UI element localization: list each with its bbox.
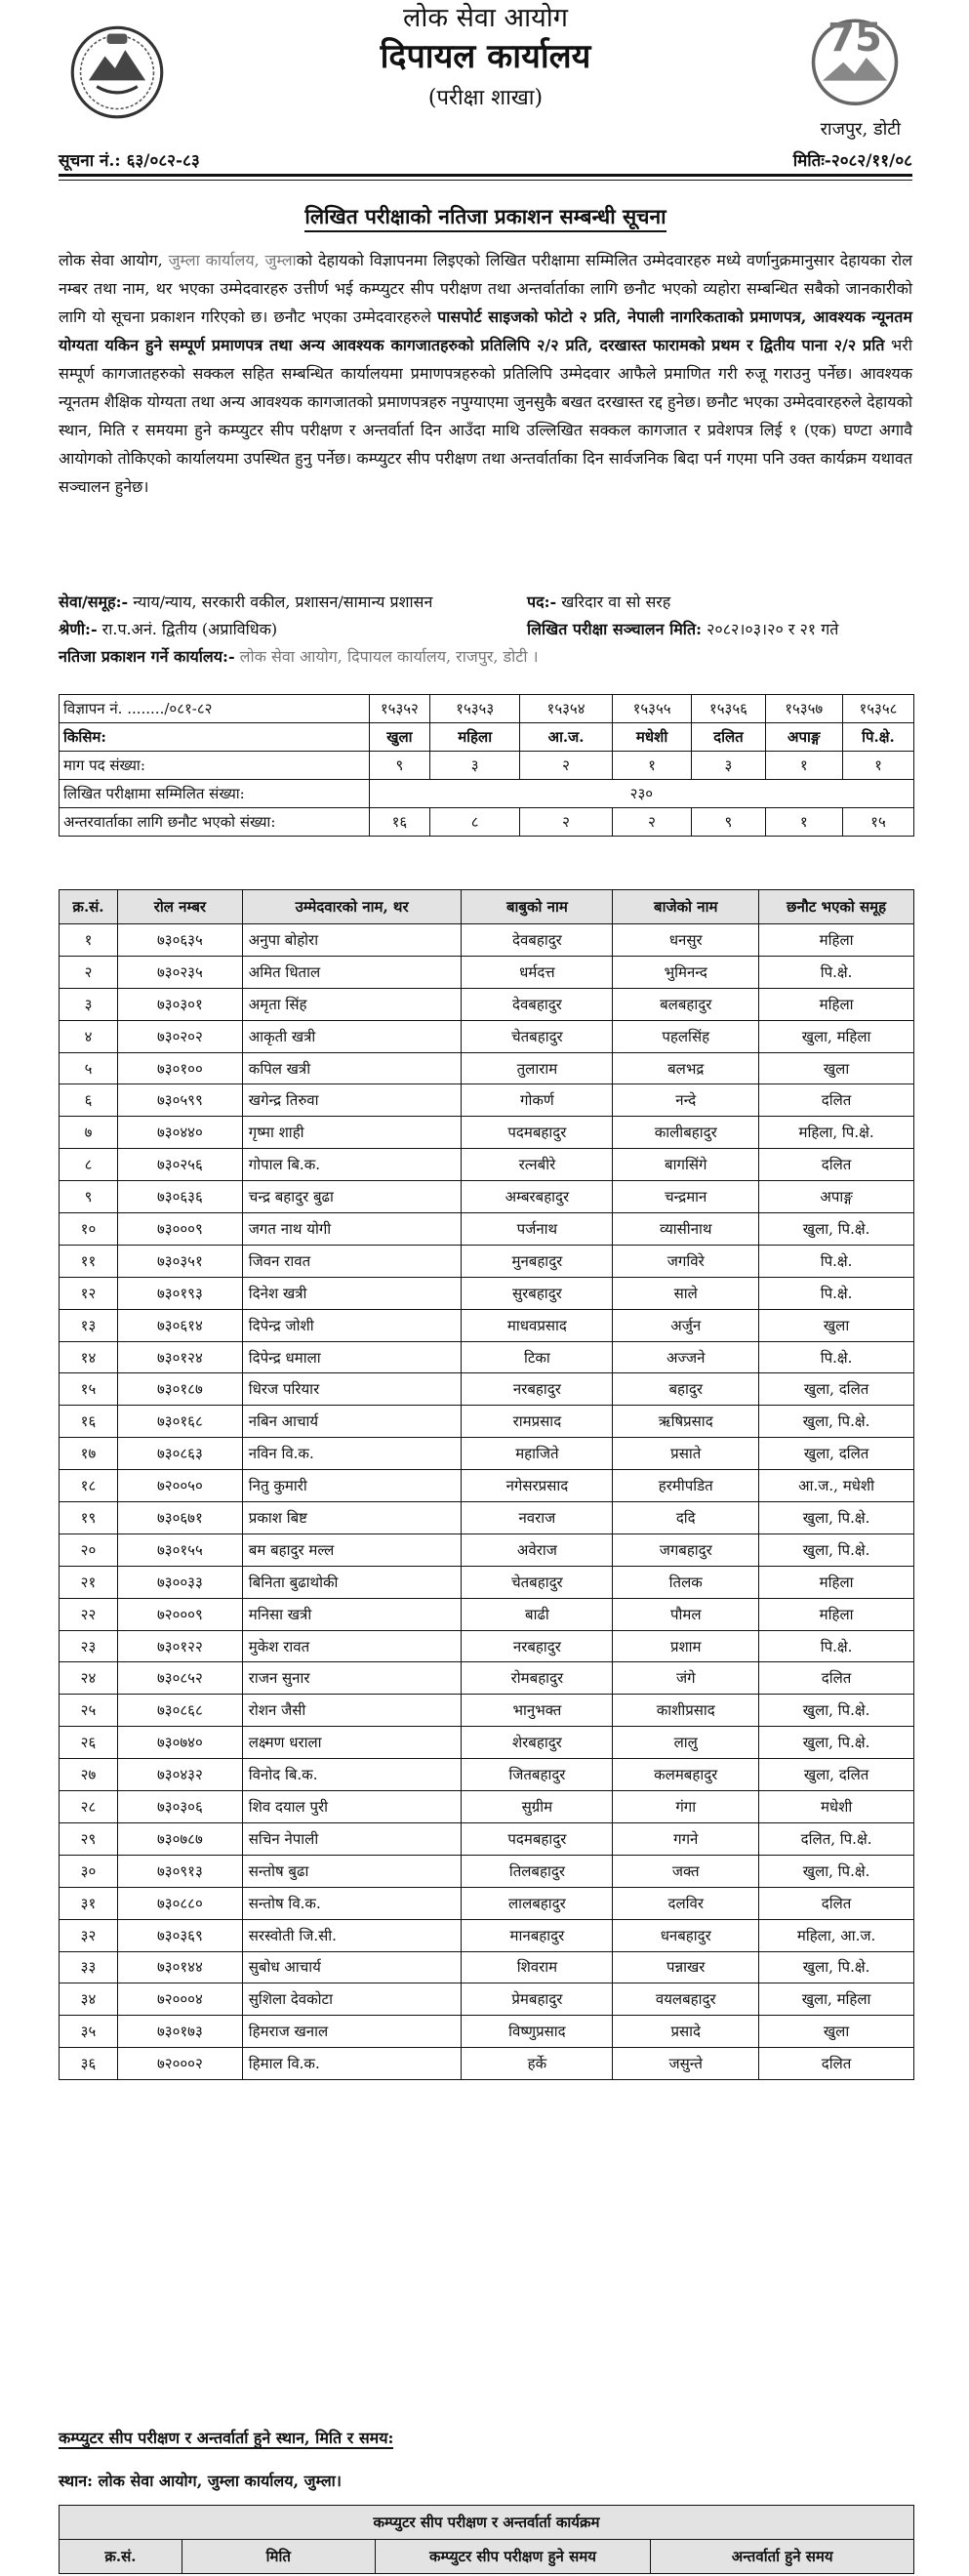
table-cell: १४ (60, 1341, 118, 1373)
table-cell: दिपेन्द्र जोशी (242, 1309, 462, 1341)
table-cell: राजन सुनार (242, 1662, 462, 1695)
table-cell: प्रशाम (613, 1630, 759, 1662)
table-cell: ७३०१०० (117, 1052, 242, 1084)
schedule-table (59, 2505, 914, 2574)
table-row (60, 1245, 914, 1277)
table-cell: ३४ (60, 1983, 118, 2016)
table-cell: खुला (759, 1052, 914, 1084)
table-cell: ८ (60, 1149, 118, 1181)
table-cell: खुला, महिला (759, 1020, 914, 1052)
table-cell: अमित धिताल (242, 956, 462, 988)
table-cell: ७३०८५२ (117, 1662, 242, 1695)
table-cell: महिला (759, 988, 914, 1020)
table-cell: चेतबहादुर (462, 1566, 613, 1598)
table-cell: पौमल (613, 1598, 759, 1630)
table-cell: खुला, पि.क्षे. (759, 1695, 914, 1727)
table-cell: १७ (60, 1438, 118, 1470)
table-cell: हिमाल वि.क. (242, 2048, 462, 2080)
table-cell: नरबहादुर (462, 1630, 613, 1662)
table-cell: ४ (60, 1020, 118, 1052)
table-cell: १५ (60, 1373, 118, 1406)
table-row (60, 988, 914, 1020)
table-cell: १८ (60, 1470, 118, 1502)
table-row (60, 1277, 914, 1309)
anniversary-75-logo-icon (797, 0, 912, 115)
table-cell: ९ (60, 1181, 118, 1213)
table-cell: मुकेश रावत (242, 1630, 462, 1662)
table-cell: नन्दे (613, 1084, 759, 1117)
notice-title: लिखित परीक्षाको नतिजा प्रकाशन सम्बन्धी सूचना (59, 203, 912, 230)
table-cell: २५ (60, 1695, 118, 1727)
table-cell: महिला, आ.ज. (759, 1919, 914, 1951)
table-row (60, 1470, 914, 1502)
table-cell: शिव दयाल पुरी (242, 1791, 462, 1823)
table-cell: ७२०००४ (117, 1983, 242, 2016)
table-cell: विष्णुप्रसाद (462, 2016, 613, 2048)
table-row (60, 1983, 914, 2016)
table-cell: ७३०८६८ (117, 1695, 242, 1727)
table-cell: शिवराम (462, 1951, 613, 1983)
table-cell: १९ (60, 1502, 118, 1534)
table-cell: अवेराज (462, 1533, 613, 1566)
table-cell: २९ (60, 1822, 118, 1855)
table-cell: जितबहादुर (462, 1759, 613, 1791)
table-cell: वयलबहादुर (613, 1983, 759, 2016)
table-cell: सन्तोष वि.क. (242, 1887, 462, 1919)
org-name: लोक सेवा आयोग (403, 3, 568, 33)
table-cell: खुला, दलित (759, 1759, 914, 1791)
table-cell: धनसुर (613, 924, 759, 957)
branch-name: (परीक्षा शाखा) (427, 86, 544, 110)
table-cell: ३६ (60, 2048, 118, 2080)
table-row (60, 2016, 914, 2048)
table-cell: शेरबहादुर (462, 1727, 613, 1759)
table-cell: महाजिते (462, 1438, 613, 1470)
table-cell: तुलाराम (462, 1052, 613, 1084)
table-cell: जक्त (613, 1855, 759, 1887)
table-cell: अपाङ्ग (759, 1181, 914, 1213)
table-row (60, 1951, 914, 1983)
table-cell: ७३०३०६ (117, 1791, 242, 1823)
table-row (60, 2048, 914, 2080)
table-cell: ७२०००२ (117, 2048, 242, 2080)
table-cell: ५ (60, 1052, 118, 1084)
table-cell: खुला, पि.क्षे. (759, 1533, 914, 1566)
table-cell: दिपेन्द्र धमाला (242, 1341, 462, 1373)
table-cell: गृष्मा शाही (242, 1117, 462, 1149)
table-cell: ३२ (60, 1919, 118, 1951)
table-cell: २ (60, 956, 118, 988)
table-row (60, 1791, 914, 1823)
table-cell: नबिन आचार्य (242, 1406, 462, 1438)
schedule-header-row: क्र.सं. मिति कम्प्युटर सीप परीक्षण हुने समय अन्तर्वार्ता हुने समय (60, 2540, 914, 2574)
table-cell: ७३०४३२ (117, 1759, 242, 1791)
post: पद:- खरिदार वा सो सरह (527, 593, 671, 611)
table-cell: नवराज (462, 1502, 613, 1534)
table-cell: खुला, महिला (759, 1983, 914, 2016)
table-cell: ७३०१७३ (117, 2016, 242, 2048)
results-table (59, 889, 914, 2080)
table-cell: लालु (613, 1727, 759, 1759)
table-cell: अम्बरबहादुर (462, 1181, 613, 1213)
table-row (60, 1727, 914, 1759)
table-cell: माधवप्रसाद (462, 1309, 613, 1341)
table-cell: पि.क्षे. (759, 1341, 914, 1373)
table-cell: ७३०६१४ (117, 1309, 242, 1341)
table-cell: २० (60, 1533, 118, 1566)
table-cell: रोशन जैसी (242, 1695, 462, 1727)
table-cell: पि.क्षे. (759, 956, 914, 988)
table-cell: खुला (759, 2016, 914, 2048)
table-cell: दलित (759, 1662, 914, 1695)
results-header-row: क्र.सं. रोल नम्बर उम्मेदवारको नाम, थर बाबुको नाम बाजेको नाम छनौट भएको समूह (60, 890, 914, 924)
table-cell: ७ (60, 1117, 118, 1149)
table-cell: खगेन्द्र तिरुवा (242, 1084, 462, 1117)
table-cell: ७३०६३६ (117, 1181, 242, 1213)
table-row (60, 1020, 914, 1052)
table-cell: सन्तोष बुढा (242, 1855, 462, 1887)
publishing-office: नतिजा प्रकाशन गर्ने कार्यालय:- लोक सेवा आयोग, दिपायल कार्यालय, राजपुर, डोटी । (59, 647, 539, 666)
table-cell: ३० (60, 1855, 118, 1887)
table-cell: ७३०१६८ (117, 1406, 242, 1438)
table-cell: सुरबहादुर (462, 1277, 613, 1309)
table-cell: ७३०१४४ (117, 1951, 242, 1983)
table-row (60, 1855, 914, 1887)
table-cell: दलित (759, 2048, 914, 2080)
table-row (60, 1533, 914, 1566)
table-cell: पर्जनाथ (462, 1213, 613, 1246)
table-cell: सुग्रीम (462, 1791, 613, 1823)
quota-type-row: किसिम: खुला महिला आ.ज. मधेशी दलित अपाङ्ग पि.क्षे. (60, 723, 914, 752)
table-cell: हिमराज खनाल (242, 2016, 462, 2048)
table-cell: ददि (613, 1502, 759, 1534)
table-cell: १३ (60, 1309, 118, 1341)
schedule-heading: कम्प्युटर सीप परीक्षण र अन्तर्वार्ता हुने स्थान, मिति र समय: (59, 2429, 394, 2447)
table-cell: पि.क्षे. (759, 1245, 914, 1277)
table-row (60, 1566, 914, 1598)
table-cell: ७३०३६९ (117, 1919, 242, 1951)
table-cell: मानबहादुर (462, 1919, 613, 1951)
table-row (60, 1502, 914, 1534)
table-cell: साले (613, 1277, 759, 1309)
demand-row: माग पद संख्या: ९ ३ २ १ ३ १ १ (60, 752, 914, 780)
table-cell: मुनबहादुर (462, 1245, 613, 1277)
table-cell: बागसिंगे (613, 1149, 759, 1181)
table-cell: २७ (60, 1759, 118, 1791)
table-cell: भानुभक्त (462, 1695, 613, 1727)
table-cell: २१ (60, 1566, 118, 1598)
table-cell: पि.क्षे. (759, 1630, 914, 1662)
table-cell: १६ (60, 1406, 118, 1438)
table-row (60, 1598, 914, 1630)
table-row (60, 1406, 914, 1438)
table-row (60, 1341, 914, 1373)
table-cell: सचिन नेपाली (242, 1822, 462, 1855)
service-group: सेवा/समूह:- न्याय/न्याय, सरकारी वकील, प्रशासन/सामान्य प्रशासन (59, 593, 433, 611)
table-cell: खुला, पि.क्षे. (759, 1727, 914, 1759)
table-row (60, 1887, 914, 1919)
table-cell: १० (60, 1213, 118, 1246)
table-cell: खुला, पि.क्षे. (759, 1502, 914, 1534)
table-cell: धिरज परियार (242, 1373, 462, 1406)
table-cell: बम बहादुर मल्ल (242, 1533, 462, 1566)
table-cell: मनिसा खत्री (242, 1598, 462, 1630)
exam-location: स्थान: लोक सेवा आयोग, जुम्ला कार्यालय, जुम्ला। (59, 2472, 342, 2490)
table-cell: जगबहादुर (613, 1533, 759, 1566)
notice-body: लोक सेवा आयोग, जुम्ला कार्यालय, जुम्लाको देहायको विज्ञापनमा लिइएको लिखित परीक्षामा सम्मिलित उम्मेदवारहरु मध्ये वर्णानुक्रमानुसार देहायका रोल नम्बर तथा नाम, थर भएका उम्मेदवारहरु उत्तीर्ण भई कम्प्युटर सीप परीक्षण तथा अन्तर्वार्ताका लागि छनौट भएको व्यहोरा सम्बन्धित सबैको जानकारीको लागि यो सूचना प्रकाशन गरिएको छ। छनौट भएका उम्मेदवारहरुले पासपोर्ट साइजको फोटो २ प्रति, नेपाली नागरिकताको प्रमाणपत्र, आवश्यक न्यूनतम योग्यता यकिन हुने सम्पूर्ण प्रमाणपत्र तथा अन्य आवश्यक कागजातहरुको प्रतिलिपि २/२ प्रति, दरखास्त फारामको प्रथम र द्वितीय पाना २/२ प्रति भरी सम्पूर्ण कागजातहरुको सक्कल सहित सम्बन्धित कार्यालयमा प्रमाणपत्रहरुको प्रतिलिपि उम्मेदवार आफैले प्रमाणित गरी रुजू गराउनु पर्नेछ। आवश्यक न्यूनतम शैक्षिक योग्यता तथा अन्य आवश्यक कागजातको प्रमाणपत्रहरु नपुग्याएमा जुनसुकै बखत दरखास्त रद्द हुनेछ। छनौट भएका उम्मेदवारहरुले देहायको स्थान, मिति र समयमा हुने कम्प्युटर सीप परीक्षण र अन्तर्वार्ता दिन आउँदा माथि उल्लिखित सक्कल कागजात र प्रवेशपत्र लिई १ (एक) घण्टा अगावै आयोगको तोकिएको कार्यालयमा उपस्थित हुनु पर्नेछ। कम्प्युटर सीप परीक्षण तथा अन्तर्वार्ताका दिन सार्वजनिक बिदा पर्न गएमा पनि उक्त कार्यक्रम यथावत सञ्चालन हुनेछ। (59, 251, 913, 496)
schedule-title-row: कम्प्युटर सीप परीक्षण र अन्तर्वार्ता कार्यक्रम (60, 2506, 914, 2540)
table-cell: ३१ (60, 1887, 118, 1919)
table-cell: २४ (60, 1662, 118, 1695)
table-cell: २८ (60, 1791, 118, 1823)
table-cell: खुला, पि.क्षे. (759, 1406, 914, 1438)
table-cell: हरमीपडित (613, 1470, 759, 1502)
table-cell: रोमबहादुर (462, 1662, 613, 1695)
table-row (60, 924, 914, 957)
table-cell: कालीबहादुर (613, 1117, 759, 1149)
table-cell: ३ (60, 988, 118, 1020)
table-cell: गोकर्ण (462, 1084, 613, 1117)
table-cell: जसुन्ते (613, 2048, 759, 2080)
table-cell: धनबहादुर (613, 1919, 759, 1951)
table-cell: चेतबहादुर (462, 1020, 613, 1052)
table-cell: लालबहादुर (462, 1887, 613, 1919)
table-cell: ७३०२५६ (117, 1149, 242, 1181)
table-cell: ७३०८६३ (117, 1438, 242, 1470)
table-cell: पन्नाखर (613, 1951, 759, 1983)
table-cell: दलविर (613, 1887, 759, 1919)
table-row (60, 1181, 914, 1213)
table-cell: बिनिता बुढाथोकी (242, 1566, 462, 1598)
table-cell: ११ (60, 1245, 118, 1277)
class-level: श्रेणी:- रा.प.अनं. द्वितीय (अप्राविधिक) (59, 620, 278, 638)
table-cell: नितु कुमारी (242, 1470, 462, 1502)
table-cell: दलित (759, 1149, 914, 1181)
exam-meta (59, 589, 912, 671)
table-cell: ७३०३५१ (117, 1245, 242, 1277)
table-row (60, 1213, 914, 1246)
table-cell: टिका (462, 1341, 613, 1373)
table-cell: ३५ (60, 2016, 118, 2048)
notice-number: सूचना नं.: ६३/०८२-८३ (59, 151, 200, 171)
table-cell: गोपाल बि.क. (242, 1149, 462, 1181)
table-cell: ७३०००९ (117, 1213, 242, 1246)
table-cell: लक्ष्मण धराला (242, 1727, 462, 1759)
table-cell: जिवन रावत (242, 1245, 462, 1277)
table-cell: बहादुर (613, 1373, 759, 1406)
table-cell: अर्जुन (613, 1309, 759, 1341)
table-cell: ७३०१२४ (117, 1341, 242, 1373)
table-cell: पदमबहादुर (462, 1117, 613, 1149)
table-cell: प्रेमबहादुर (462, 1983, 613, 2016)
table-row (60, 1438, 914, 1470)
table-cell: चन्द्र बहादुर बुढा (242, 1181, 462, 1213)
table-cell: देवबहादुर (462, 988, 613, 1020)
table-cell: १२ (60, 1277, 118, 1309)
table-cell: रामप्रसाद (462, 1406, 613, 1438)
table-cell: धर्मदत्त (462, 956, 613, 988)
table-cell: बलबहादुर (613, 988, 759, 1020)
table-cell: ७३०८८० (117, 1887, 242, 1919)
table-cell: ७३००३३ (117, 1566, 242, 1598)
table-row (60, 1149, 914, 1181)
table-cell: खुला, दलित (759, 1373, 914, 1406)
table-cell: पि.क्षे. (759, 1277, 914, 1309)
table-cell: ऋषिप्रसाद (613, 1406, 759, 1438)
table-cell: कलमबहादुर (613, 1759, 759, 1791)
table-cell: आ.ज., मधेशी (759, 1470, 914, 1502)
table-row (60, 1662, 914, 1695)
table-cell: पहलसिंह (613, 1020, 759, 1052)
table-cell: अमृता सिंह (242, 988, 462, 1020)
table-cell: महिला (759, 1598, 914, 1630)
table-row (60, 1822, 914, 1855)
advertisement-row: विज्ञापन नं. ......../०८१-८२ १५३५२ १५३५३ १५३५४ १५३५५ १५३५६ १५३५७ १५३५८ (60, 695, 914, 723)
table-cell: ७३०७४० (117, 1727, 242, 1759)
table-cell: महिला (759, 1566, 914, 1598)
table-row (60, 1630, 914, 1662)
table-row (60, 956, 914, 988)
table-cell: काशीप्रसाद (613, 1695, 759, 1727)
table-cell: ७३०१५५ (117, 1533, 242, 1566)
written-participants-row: लिखित परीक्षामा सम्मिलित संख्या: २३० (60, 780, 914, 808)
table-cell: १ (60, 924, 118, 957)
table-cell: कपिल खत्री (242, 1052, 462, 1084)
table-cell: ७३०३०१ (117, 988, 242, 1020)
table-row (60, 1919, 914, 1951)
table-cell: दलित, पि.क्षे. (759, 1822, 914, 1855)
table-cell: देवबहादुर (462, 924, 613, 957)
table-cell: ७३०९१३ (117, 1855, 242, 1887)
table-cell: ७२००५० (117, 1470, 242, 1502)
table-cell: दलित (759, 1887, 914, 1919)
table-row (60, 1117, 914, 1149)
table-cell: जगविरे (613, 1245, 759, 1277)
table-row (60, 1759, 914, 1791)
table-cell: अनुपा बोहोरा (242, 924, 462, 957)
table-cell: ७३०१९३ (117, 1277, 242, 1309)
table-cell: सरस्वोती जि.सी. (242, 1919, 462, 1951)
table-cell: गगने (613, 1822, 759, 1855)
table-cell: महिला (759, 924, 914, 957)
table-row (60, 1084, 914, 1117)
office-name: दिपायल कार्यालय (380, 37, 591, 76)
header-divider (59, 174, 912, 177)
table-cell: तिलबहादुर (462, 1855, 613, 1887)
table-cell: जंगे (613, 1662, 759, 1695)
table-cell: प्रसादे (613, 2016, 759, 2048)
table-cell: महिला, पि.क्षे. (759, 1117, 914, 1149)
table-cell: जगत नाथ योगी (242, 1213, 462, 1246)
table-cell: नविन वि.क. (242, 1438, 462, 1470)
table-cell: प्रकाश बिष्ट (242, 1502, 462, 1534)
table-cell: पदमबहादुर (462, 1822, 613, 1855)
table-cell: खुला, पि.क्षे. (759, 1951, 914, 1983)
table-cell: प्रसाते (613, 1438, 759, 1470)
table-cell: अज्जने (613, 1341, 759, 1373)
table-cell: खुला, पि.क्षे. (759, 1213, 914, 1246)
header-divider-thin (59, 180, 912, 181)
notice-date: मितिः-२०८२/११/०८ (792, 151, 912, 171)
table-cell: गंगा (613, 1791, 759, 1823)
table-cell: ७३०२०२ (117, 1020, 242, 1052)
table-cell: ७३०७८७ (117, 1822, 242, 1855)
table-row (60, 1373, 914, 1406)
table-cell: तिलक (613, 1566, 759, 1598)
exam-date: लिखित परीक्षा सञ्चालन मिति: २०८२।०३।२० र २१ गते (527, 620, 839, 638)
vacancy-table (59, 694, 914, 837)
table-cell: दलित (759, 1084, 914, 1117)
table-cell: दिनेश खत्री (242, 1277, 462, 1309)
table-cell: विनोद बि.क. (242, 1759, 462, 1791)
table-cell: नरबहादुर (462, 1373, 613, 1406)
table-cell: मधेशी (759, 1791, 914, 1823)
table-cell: खुला, पि.क्षे. (759, 1855, 914, 1887)
letterhead (59, 0, 912, 185)
table-cell: २२ (60, 1598, 118, 1630)
table-cell: आकृती खत्री (242, 1020, 462, 1052)
table-row (60, 1052, 914, 1084)
table-cell: ६ (60, 1084, 118, 1117)
office-location: राजपुर, डोटी (820, 119, 901, 140)
table-cell: हर्के (462, 2048, 613, 2080)
table-cell: ७३०६७१ (117, 1502, 242, 1534)
table-cell: २३ (60, 1630, 118, 1662)
svg-text:75: 75 (828, 15, 882, 61)
table-cell: ७३०१८७ (117, 1373, 242, 1406)
table-cell: नगेसरप्रसाद (462, 1470, 613, 1502)
table-cell: ७२०००९ (117, 1598, 242, 1630)
table-cell: ७३०१२२ (117, 1630, 242, 1662)
table-cell: २६ (60, 1727, 118, 1759)
table-cell: ७३०४४० (117, 1117, 242, 1149)
table-cell: सुशिला देवकोटा (242, 1983, 462, 2016)
table-cell: रत्नबीरे (462, 1149, 613, 1181)
selected-count-row: अन्तरवार्ताका लागि छनौट भएको संख्या: १६ ८ २ २ ९ १ १५ (60, 808, 914, 837)
table-cell: ७३०६३५ (117, 924, 242, 957)
table-cell: भुमिनन्द (613, 956, 759, 988)
table-cell: ३३ (60, 1951, 118, 1983)
table-cell: ७३०२३५ (117, 956, 242, 988)
table-cell: बाढी (462, 1598, 613, 1630)
table-cell: ७३०५९९ (117, 1084, 242, 1117)
table-cell: व्यासीनाथ (613, 1213, 759, 1246)
table-cell: सुबोध आचार्य (242, 1951, 462, 1983)
table-cell: खुला, दलित (759, 1438, 914, 1470)
table-cell: खुला (759, 1309, 914, 1341)
table-cell: बलभद्र (613, 1052, 759, 1084)
table-row (60, 1309, 914, 1341)
table-cell: चन्द्रमान (613, 1181, 759, 1213)
table-row (60, 1695, 914, 1727)
